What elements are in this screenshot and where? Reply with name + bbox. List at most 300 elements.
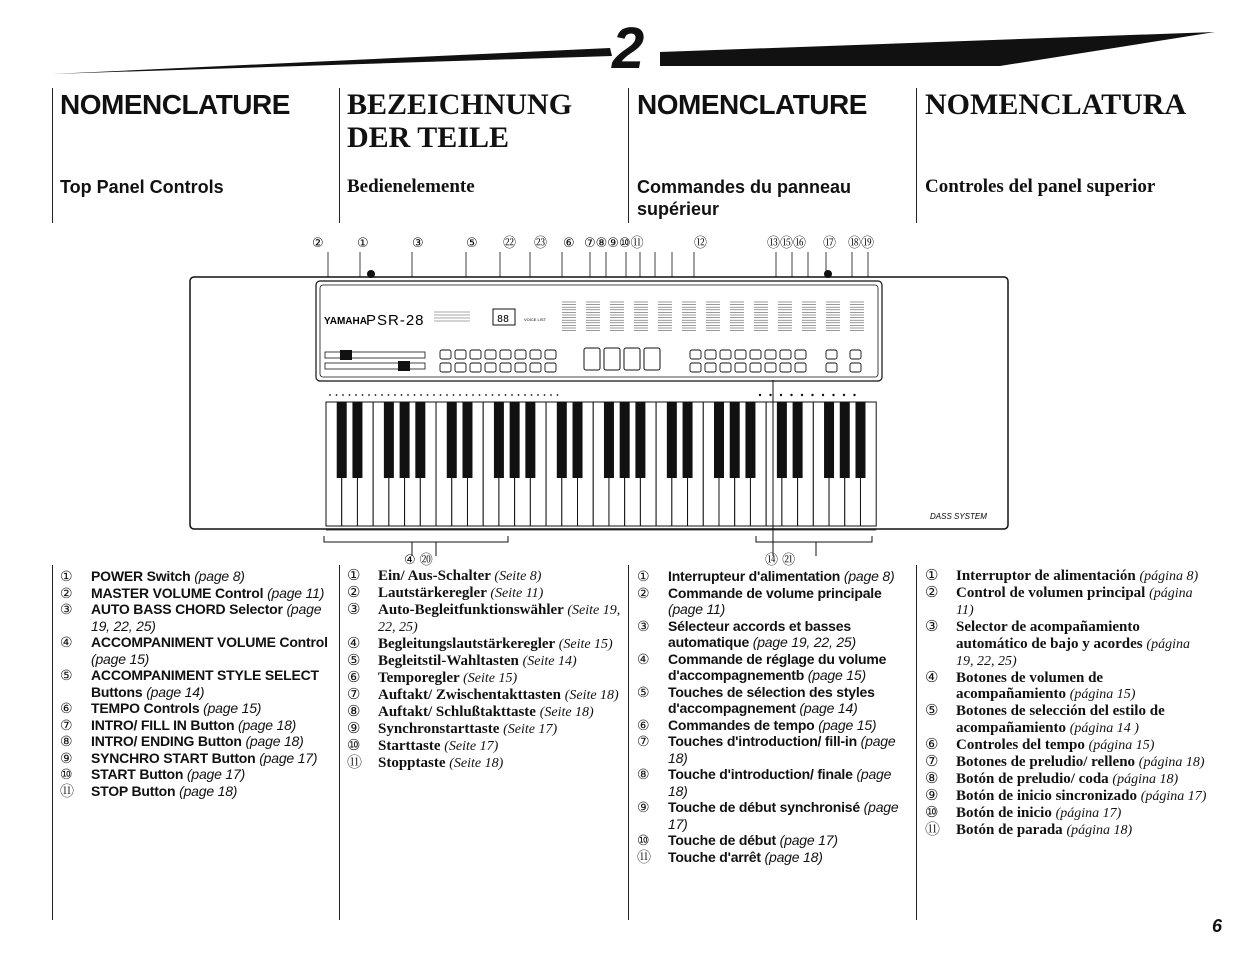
item-label: Touche d'arrêt <box>668 848 761 865</box>
list-item <box>60 601 335 634</box>
black-key <box>400 402 410 478</box>
list-item <box>60 750 335 767</box>
item-label: Botones de preludio/ relleno <box>956 753 1136 770</box>
list-item <box>347 755 622 772</box>
control-button <box>624 348 640 370</box>
item-number: ② <box>347 585 361 601</box>
list-item <box>637 832 907 849</box>
page-title: NOMENCLATURE <box>60 89 290 120</box>
list-item <box>637 849 907 866</box>
black-key <box>352 402 362 478</box>
voice-button <box>795 350 806 359</box>
item-page-ref: (Seite 15) <box>463 671 518 686</box>
key-marker-dot <box>492 394 494 396</box>
speaker-jack <box>367 270 375 278</box>
item-page-ref: (página 18) <box>1066 822 1133 838</box>
item-label: Touche de début <box>668 832 776 848</box>
led-display-digits: 88 <box>497 314 510 325</box>
slider-knob <box>340 350 352 360</box>
item-label: STOP Button <box>91 782 176 799</box>
list-item <box>925 585 1207 619</box>
list-item <box>637 766 907 799</box>
list-item <box>637 568 907 585</box>
key-marker-dot <box>557 394 559 396</box>
list-item <box>347 670 622 687</box>
voice-button <box>780 350 791 359</box>
item-number: ⑧ <box>347 704 361 720</box>
item-number: ⑧ <box>637 766 650 782</box>
list-item <box>637 733 907 766</box>
item-number: ⑥ <box>347 670 361 686</box>
key-marker-dot <box>790 394 792 396</box>
black-key <box>510 402 520 478</box>
list-item <box>60 568 335 585</box>
item-page-ref: (página 17) <box>1055 805 1122 821</box>
list-item <box>637 717 907 734</box>
item-label: Stopptaste <box>378 755 446 771</box>
keyboard-keys <box>326 402 876 530</box>
key-marker-dot <box>544 394 546 396</box>
list-french <box>637 568 907 865</box>
page-title-line1: BEZEICHNUNG <box>347 88 573 121</box>
page-title-line2: DER TEILE <box>347 121 510 154</box>
column-divider <box>628 565 629 920</box>
key-marker-dot <box>368 394 370 396</box>
key-marker-dot <box>466 394 468 396</box>
black-key <box>667 402 677 478</box>
voice-button <box>780 363 791 372</box>
function-button <box>850 350 861 359</box>
item-label: Botón de inicio <box>956 804 1052 821</box>
key-marker-dot <box>433 394 435 396</box>
item-number: ④ <box>60 634 73 650</box>
black-key <box>620 402 630 478</box>
key-marker-dot <box>550 394 552 396</box>
item-page-ref: (Seite 8) <box>494 569 542 584</box>
callout-top: ⑤ <box>466 236 478 251</box>
black-key <box>604 402 614 478</box>
item-label: Temporegler <box>378 670 460 686</box>
item-label: Sélecteur accords et basses automatique <box>668 617 851 650</box>
item-number: ④ <box>347 636 361 652</box>
callout-top: ⑥ <box>563 236 575 251</box>
item-label: Auftakt/ Zwischentakttasten <box>378 687 561 703</box>
voice-button <box>690 363 701 372</box>
key-marker-dot <box>531 394 533 396</box>
item-number: ① <box>347 568 361 584</box>
style-button <box>470 350 481 359</box>
list-item <box>60 585 335 602</box>
item-label: Control de volumen principal <box>956 585 1146 601</box>
subtitle-german: Bedienelemente <box>347 176 475 197</box>
list-german <box>347 568 622 772</box>
voice-button <box>705 363 716 372</box>
item-page-ref: (page 11) <box>668 601 726 617</box>
callout-bottom-left: ④ ⑳ <box>404 553 433 568</box>
key-marker-dot <box>498 394 500 396</box>
list-item <box>925 703 1207 737</box>
list-item <box>637 651 907 684</box>
item-page-ref: (page 17) <box>779 832 838 848</box>
voice-button <box>720 350 731 359</box>
black-key <box>494 402 504 478</box>
list-item <box>60 717 335 734</box>
voice-button <box>735 363 746 372</box>
list-item <box>347 687 622 704</box>
item-number: ⑩ <box>925 804 939 821</box>
dass-logo: DASS SYSTEM <box>930 512 987 521</box>
callout-top: ⑰ <box>823 236 837 251</box>
black-key <box>447 402 457 478</box>
item-number: ⑨ <box>637 799 650 815</box>
item-number: ⑧ <box>60 733 73 749</box>
speaker-jack <box>824 270 832 278</box>
item-number: ② <box>637 584 650 601</box>
black-key <box>683 402 693 478</box>
item-page-ref: (page 19, 22, 25) <box>752 634 856 650</box>
list-item <box>925 619 1207 670</box>
item-label: Lautstärkeregler <box>378 585 487 601</box>
item-label: START Button <box>91 766 184 782</box>
item-number: ③ <box>347 602 361 618</box>
key-marker-dot <box>375 394 377 396</box>
item-page-ref: (Seite 18) <box>539 705 594 720</box>
item-page-ref: (página 11) <box>956 586 1193 618</box>
slider-knob <box>398 361 410 371</box>
item-number: ⑦ <box>637 733 650 749</box>
item-label: SYNCHRO START Button <box>91 749 256 766</box>
key-marker-dot <box>853 394 855 396</box>
style-button <box>530 363 541 372</box>
item-number: ⑤ <box>60 667 73 683</box>
key-marker-dot <box>349 394 351 396</box>
control-button <box>644 348 660 370</box>
control-button <box>584 348 600 370</box>
key-marker-dot <box>485 394 487 396</box>
item-number: ⑨ <box>925 787 939 804</box>
item-number: ④ <box>637 650 650 667</box>
model-logo: PSR-28 <box>366 312 425 329</box>
key-marker-dot <box>801 394 803 396</box>
item-number: ⑩ <box>60 766 73 782</box>
item-number: ⑨ <box>60 749 73 766</box>
item-page-ref: (page 14) <box>146 683 205 700</box>
item-label: Botón de preludio/ coda <box>956 770 1109 787</box>
key-marker-dot <box>420 394 422 396</box>
key-marker-dot <box>446 394 448 396</box>
black-key <box>635 402 645 478</box>
black-key <box>840 402 850 478</box>
item-number: ⑥ <box>60 700 73 716</box>
voice-button <box>735 350 746 359</box>
list-item <box>925 754 1207 771</box>
item-page-ref: (page 15) <box>818 716 877 733</box>
item-page-ref: (page 17) <box>186 766 246 782</box>
item-number: ③ <box>60 601 73 617</box>
list-item <box>925 737 1207 754</box>
callout-top: ② <box>312 236 324 251</box>
item-number: ② <box>925 585 939 601</box>
key-marker-dot <box>759 394 761 396</box>
item-label: Botones de selección del estilo de acompañamiento <box>956 703 1165 736</box>
key-marker-dot <box>355 394 357 396</box>
item-number: ⑦ <box>60 716 73 733</box>
function-button <box>826 350 837 359</box>
key-marker-dot <box>388 394 390 396</box>
function-button <box>826 363 837 372</box>
item-page-ref: (page 17) <box>259 749 318 766</box>
list-item <box>347 704 622 721</box>
black-key <box>557 402 567 478</box>
style-button <box>485 363 496 372</box>
item-page-ref: (page 11) <box>267 584 325 601</box>
voice-button <box>765 350 776 359</box>
callout-top: ㉒ <box>503 236 517 251</box>
item-number: ⑪ <box>60 782 74 799</box>
item-label: Auto-Begleitfunktionswähler <box>378 602 564 618</box>
callout-top: ⑬⑮⑯ <box>767 236 807 251</box>
key-marker-dot <box>459 394 461 396</box>
item-page-ref: (página 14 ) <box>1069 720 1139 736</box>
black-key <box>525 402 535 478</box>
style-button <box>455 350 466 359</box>
item-label: Commande de réglage du volume d'accompagnementb <box>668 650 887 683</box>
subtitle-english: Top Panel Controls <box>60 177 224 197</box>
key-marker-dot <box>394 394 396 396</box>
list-item <box>925 788 1207 805</box>
item-page-ref: (Seite 18) <box>449 756 504 771</box>
black-key <box>415 402 425 478</box>
subtitle-french: Commandes du panneau supérieur <box>637 177 852 219</box>
item-number: ⑪ <box>347 755 363 771</box>
list-item <box>60 733 335 750</box>
item-page-ref: (página 8) <box>1139 569 1199 584</box>
function-button <box>850 363 861 372</box>
list-item <box>60 766 335 783</box>
item-page-ref: (página 19, 22, 25) <box>956 636 1190 669</box>
voice-list-label: VOICE LIST <box>524 317 547 322</box>
item-number: ④ <box>925 669 939 686</box>
item-page-ref: (page 19, 22, 25) <box>91 601 322 634</box>
style-button <box>530 350 541 359</box>
item-number: ⑩ <box>347 738 361 754</box>
item-page-ref: (page 18) <box>245 733 304 749</box>
key-marker-dot <box>843 394 845 396</box>
style-button <box>515 363 526 372</box>
black-key <box>462 402 472 478</box>
key-marker-dot <box>401 394 403 396</box>
item-number: ⑨ <box>347 721 361 737</box>
item-label: ACCOMPANIMENT VOLUME Control <box>91 634 328 650</box>
key-marker-dot <box>342 394 344 396</box>
black-key <box>777 402 787 478</box>
list-item <box>925 805 1207 822</box>
key-marker-dot <box>453 394 455 396</box>
list-item <box>637 684 907 717</box>
key-marker-dot <box>479 394 481 396</box>
callout-bottom-right: ⑭ ㉑ <box>765 553 796 568</box>
item-page-ref: (Seite 19, 22, 25) <box>378 603 621 635</box>
list-item <box>925 771 1207 788</box>
list-spanish <box>925 568 1207 839</box>
item-page-ref: (page 8) <box>843 568 895 584</box>
page-number: 6 <box>1212 916 1223 936</box>
item-label: ACCOMPANIMENT STYLE SELECT Buttons <box>91 667 319 700</box>
list-item <box>60 783 335 800</box>
item-page-ref: (page 18) <box>238 716 297 733</box>
black-key <box>337 402 347 478</box>
item-label: POWER Switch <box>91 568 191 584</box>
key-marker-dot <box>832 394 834 396</box>
item-page-ref: (página 17) <box>1140 788 1207 804</box>
item-number: ⑤ <box>637 683 650 700</box>
column-divider <box>339 565 340 920</box>
list-item <box>347 738 622 755</box>
item-label: INTRO/ FILL IN Button <box>91 716 235 733</box>
list-item <box>347 602 622 636</box>
voice-button <box>750 350 761 359</box>
item-number: ⑦ <box>347 687 361 703</box>
item-label: Touche de début synchronisé <box>668 799 860 815</box>
item-page-ref: (Seite 18) <box>564 688 619 703</box>
list-english <box>60 568 335 799</box>
item-label: Begleitstil-Wahltasten <box>378 653 519 669</box>
item-page-ref: (page 18) <box>764 848 823 865</box>
black-key <box>855 402 865 478</box>
key-marker-dot <box>518 394 520 396</box>
item-label: Commande de volume principale <box>668 584 882 601</box>
item-label: Touche d'introduction/ finale <box>668 766 853 782</box>
item-number: ⑥ <box>637 716 650 733</box>
item-page-ref: (page 18) <box>668 766 892 799</box>
item-label: Botones de volumen de acompañamiento <box>956 669 1104 702</box>
key-marker-dot <box>407 394 409 396</box>
item-label: Starttaste <box>378 738 441 754</box>
list-item <box>637 618 907 651</box>
item-page-ref: (Seite 17) <box>444 739 499 754</box>
style-button <box>515 350 526 359</box>
voice-button <box>690 350 701 359</box>
item-label: MASTER VOLUME Control <box>91 584 264 601</box>
key-marker-dot <box>427 394 429 396</box>
item-page-ref: (page 15) <box>203 700 262 716</box>
voice-button <box>720 363 731 372</box>
list-item <box>347 585 622 602</box>
style-button <box>470 363 481 372</box>
item-page-ref: (página 18) <box>1112 771 1179 787</box>
list-item <box>637 799 907 832</box>
item-label: TEMPO Controls <box>91 700 200 716</box>
subtitle-spanish: Controles del panel superior <box>925 176 1156 197</box>
item-number: ⑪ <box>925 821 941 838</box>
item-label: Commandes de tempo <box>668 716 815 733</box>
item-number: ⑧ <box>925 770 939 787</box>
list-item <box>347 568 622 585</box>
black-key <box>824 402 834 478</box>
key-marker-dot <box>362 394 364 396</box>
item-page-ref: (página 15) <box>1069 687 1136 702</box>
item-number: ① <box>60 568 73 584</box>
item-number: ① <box>637 568 650 584</box>
item-number: ⑥ <box>925 736 939 753</box>
black-key <box>573 402 583 478</box>
voice-button <box>795 363 806 372</box>
key-marker-dot <box>537 394 539 396</box>
item-number: ① <box>925 568 939 584</box>
column-divider <box>916 565 917 920</box>
item-label: Botón de inicio sincronizado <box>956 787 1137 804</box>
item-label: Touches de sélection des styles d'accompagnement <box>668 683 875 716</box>
black-key <box>384 402 394 478</box>
list-item <box>60 667 335 700</box>
key-marker-dot <box>780 394 782 396</box>
item-label: Auftakt/ Schlußtakttaste <box>378 704 536 720</box>
list-item <box>347 636 622 653</box>
callout-top: ⑱⑲ <box>848 236 875 251</box>
item-page-ref: (page 8) <box>194 568 245 584</box>
item-label: Touches d'introduction/ fill-in <box>668 733 857 749</box>
item-number: ⑦ <box>925 753 939 770</box>
item-label: Synchronstarttaste <box>378 721 500 737</box>
item-page-ref: (page 15) <box>807 667 866 683</box>
key-marker-dot <box>381 394 383 396</box>
list-item <box>347 721 622 738</box>
item-page-ref: (Seite 15) <box>558 637 613 652</box>
item-label: Interruptor de alimentación <box>956 568 1136 584</box>
item-label: Ein/ Aus-Schalter <box>378 568 491 584</box>
item-number: ⑤ <box>925 703 939 719</box>
item-number: ③ <box>925 619 939 635</box>
item-page-ref: (página 18) <box>1138 754 1205 770</box>
key-marker-dot <box>329 394 331 396</box>
black-key <box>714 402 724 478</box>
item-page-ref: (page 15) <box>91 650 150 667</box>
list-item <box>925 568 1207 585</box>
voice-button <box>705 350 716 359</box>
item-page-ref: (page 17) <box>668 799 899 832</box>
black-key <box>793 402 803 478</box>
key-marker-dot <box>511 394 513 396</box>
item-number: ⑪ <box>637 848 651 865</box>
style-button <box>485 350 496 359</box>
list-item <box>925 670 1207 704</box>
item-number: ② <box>60 584 73 601</box>
item-page-ref: (Seite 11) <box>490 586 544 601</box>
list-item <box>60 634 335 667</box>
column-divider <box>52 565 53 920</box>
list-item <box>637 585 907 618</box>
key-marker-dot <box>822 394 824 396</box>
key-marker-dot <box>769 394 771 396</box>
voice-button <box>765 363 776 372</box>
black-key <box>730 402 740 478</box>
key-marker-dot <box>811 394 813 396</box>
style-button <box>545 363 556 372</box>
callout-top: ㉓ <box>534 236 548 251</box>
item-page-ref: (Seite 17) <box>503 722 558 737</box>
item-number: ⑤ <box>347 653 361 669</box>
chapter-number: 2 <box>612 16 645 81</box>
list-item <box>347 653 622 670</box>
list-item <box>925 822 1207 839</box>
style-button <box>455 363 466 372</box>
style-button <box>440 363 451 372</box>
callout-top: ① <box>357 236 369 251</box>
item-label: Selector de acompañamiento automático de bajo y acordes <box>956 619 1143 652</box>
list-item <box>60 700 335 717</box>
item-label: Controles del tempo <box>956 736 1085 753</box>
item-label: INTRO/ ENDING Button <box>91 733 242 749</box>
